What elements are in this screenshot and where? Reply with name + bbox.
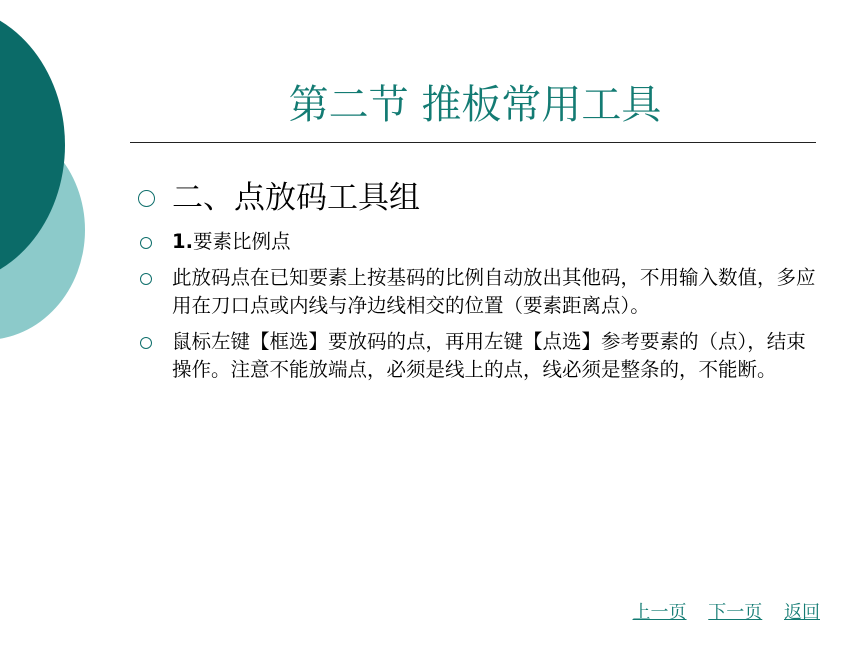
bullet-circle-icon: [140, 237, 152, 249]
slide-navigation: [617, 598, 820, 624]
back-link[interactable]: 返回: [784, 602, 820, 623]
prev-page-link[interactable]: 上一页: [632, 602, 687, 623]
bullet-text: 鼠标左键【框选】要放码的点，再用左键【点选】参考要素的（点），结束操作。注意不能放端点，必须是线上的点，线必须是整条的，不能断。: [172, 330, 806, 381]
slide-title: 第二节 推板常用工具: [288, 82, 662, 128]
next-page-link[interactable]: 下一页: [708, 602, 763, 623]
bullet-circle-icon: [138, 190, 155, 207]
bullet-item: [138, 228, 818, 256]
bullet-text: 此放码点在已知要素上按基码的比例自动放出其他码，不用输入数值，多应用在刀口点或内线与净边线相交的位置（要素距离点）。: [172, 266, 816, 317]
bullet-circle-icon: [140, 337, 152, 349]
bullet-text: 要素比例点: [192, 230, 291, 253]
bullet-item: [138, 176, 818, 220]
bullet-number: 1.: [172, 230, 193, 253]
bullet-item: [138, 264, 818, 320]
bullet-item: [138, 328, 818, 384]
title-divider: [130, 142, 816, 143]
slide-content: [138, 176, 818, 392]
bullet-text: 二、点放码工具组: [172, 180, 420, 216]
bullet-circle-icon: [140, 273, 152, 285]
